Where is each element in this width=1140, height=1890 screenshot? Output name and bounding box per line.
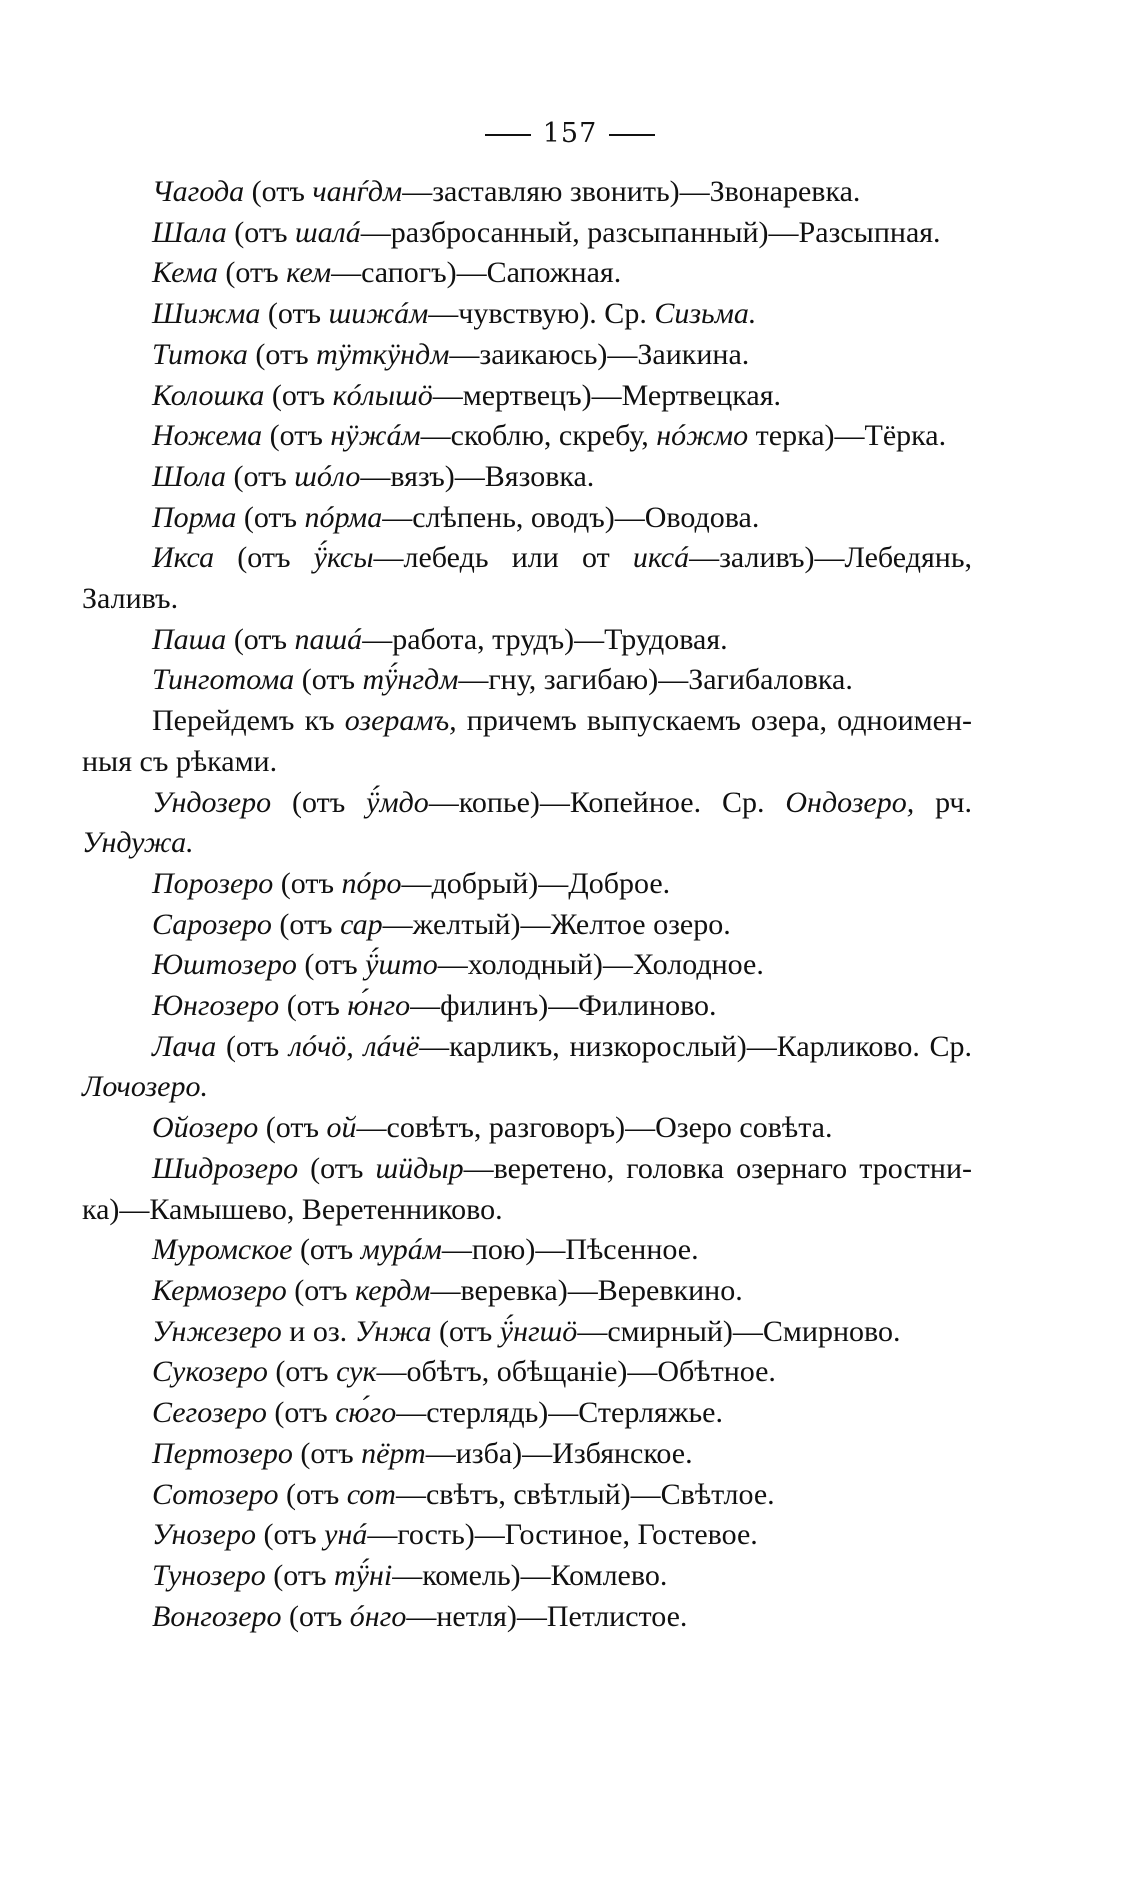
- headword: Кермозеро: [152, 1273, 287, 1307]
- page-number-text: 157: [542, 118, 598, 149]
- headword: Чагода: [152, 175, 245, 208]
- etymon: сук: [336, 1355, 377, 1389]
- entry-line: [82, 1434, 972, 1475]
- entry-line: [82, 864, 972, 905]
- gloss: ка)—Камышево, Веретенниково.: [82, 1192, 503, 1226]
- gloss: —обѣтъ, обѣщаніе)—Обѣтное.: [376, 1355, 776, 1389]
- entry-line: [82, 335, 972, 376]
- entry-line: [82, 1027, 972, 1068]
- etymon: шóло: [294, 459, 361, 493]
- text-span: (отъ: [233, 459, 295, 493]
- entry-line: [82, 1515, 972, 1556]
- headword: Сарозеро: [152, 907, 272, 941]
- text-span: (отъ: [243, 500, 305, 534]
- headword: Ножема: [152, 419, 263, 453]
- gloss: —свѣтъ, свѣтлый)—Свѣтлое.: [395, 1477, 775, 1511]
- etymon: пóро: [341, 866, 402, 900]
- gloss: —работа, трудъ)—Трудовая.: [362, 622, 728, 656]
- etymon: тӱ́ні: [334, 1558, 393, 1592]
- cross-reference: Лочозеро.: [82, 1070, 208, 1104]
- entry-line: [82, 660, 972, 701]
- text-span: (отъ: [286, 1477, 347, 1511]
- entry-line: [82, 1271, 972, 1312]
- headword: Кема: [152, 256, 218, 290]
- text-span: (отъ: [237, 541, 314, 575]
- text-span: (отъ: [263, 1518, 325, 1552]
- entry-line: [82, 1230, 972, 1271]
- emphasis: озерамъ,: [344, 704, 457, 738]
- continuation-line: [82, 823, 972, 864]
- gloss: —заставляю звонить)—Звонаревка.: [402, 175, 861, 208]
- entry-line: [82, 945, 972, 986]
- etymon: сю́го: [335, 1396, 397, 1430]
- text-span: (отъ: [299, 1233, 361, 1267]
- gloss: —веревка)—Веревкино.: [430, 1273, 743, 1307]
- headword: Сотозеро: [152, 1477, 279, 1511]
- cross-reference: Ондозеро,: [785, 785, 915, 819]
- gloss: —гну, загибаю)—Загибаловка.: [458, 663, 853, 697]
- etymon: ӱ́што: [365, 948, 438, 982]
- text-span: (отъ: [225, 1029, 289, 1063]
- headword: Колошка: [152, 378, 265, 412]
- headword: Шижма: [152, 297, 261, 331]
- etymon: ӱ́нгшӧ: [499, 1314, 578, 1348]
- etymon: тӱткӱндм: [316, 337, 450, 371]
- etymon: шижáм: [328, 297, 429, 331]
- entry-line: [82, 498, 972, 539]
- etymon: óнго: [349, 1599, 407, 1633]
- text-span: (отъ: [234, 215, 295, 249]
- gloss: —стерлядь)—Стерляжье.: [396, 1396, 723, 1430]
- headword: Вонгозеро: [152, 1599, 282, 1633]
- text-span: (отъ: [225, 256, 287, 290]
- text-span: (отъ: [439, 1314, 500, 1348]
- gloss: —заливъ)—Лебедянь,: [689, 541, 972, 575]
- text-span: (отъ: [279, 907, 341, 941]
- text-span: (отъ: [286, 989, 348, 1023]
- headword: Лача: [152, 1029, 217, 1063]
- entry-line: [82, 1556, 972, 1597]
- entry-line: [82, 213, 972, 254]
- headword: Сегозеро: [152, 1396, 267, 1430]
- etymon: сар: [340, 907, 383, 941]
- gloss: —сапогъ)—Сапожная.: [331, 256, 622, 290]
- etymon: ӱ́мдо: [366, 785, 429, 819]
- entry-line: [82, 538, 972, 579]
- text-span: (отъ: [280, 866, 342, 900]
- headword: Муромское: [152, 1233, 293, 1267]
- text-span: (отъ: [273, 1558, 335, 1592]
- gloss: терка)—Тёрка.: [755, 419, 947, 453]
- text-span: (отъ: [255, 337, 317, 371]
- etymon: кóлышӧ: [332, 378, 433, 412]
- entry-line: [82, 1149, 972, 1190]
- gloss: —холодный)—Холодное.: [437, 948, 764, 982]
- headword: Унжезеро: [152, 1314, 282, 1348]
- headword: Шидрозеро: [152, 1151, 299, 1185]
- headword: Тунозеро: [152, 1558, 266, 1592]
- entry-line: [82, 1475, 972, 1516]
- headword: Шола: [152, 459, 226, 493]
- headword: Икса: [152, 541, 215, 575]
- gloss: —добрый)—Доброе.: [401, 866, 671, 900]
- etymon: унá: [324, 1518, 368, 1552]
- continuation-line: [82, 1190, 972, 1231]
- gloss: —чувствую). Ср.: [428, 297, 647, 331]
- gloss: рч.: [935, 785, 972, 819]
- text-span: Перейдемъ къ: [152, 704, 335, 738]
- gloss: —копье)—Копейное. Ср.: [428, 785, 765, 819]
- headword: Пертозеро: [152, 1436, 293, 1470]
- headword: Порозеро: [152, 866, 274, 900]
- etymon: чанѓдм: [312, 175, 403, 208]
- entry-line: [82, 905, 972, 946]
- entry-line: [82, 1393, 972, 1434]
- text-span: (отъ: [267, 297, 329, 331]
- headword: Сукозеро: [152, 1355, 268, 1389]
- etymon: шӥдыр: [375, 1151, 464, 1185]
- etymon: мурáм: [360, 1233, 442, 1267]
- etymon: пёрт: [361, 1436, 426, 1470]
- entry-line: [82, 253, 972, 294]
- entry-line: [82, 294, 972, 335]
- gloss: —вязъ)—Вязовка.: [360, 459, 595, 493]
- etymon: ю́нго: [347, 989, 411, 1023]
- headword: Порма: [152, 500, 237, 534]
- entry-line: [82, 620, 972, 661]
- text-span: (отъ: [233, 622, 295, 656]
- gloss: —гость)—Гостиное, Гостевое.: [367, 1518, 758, 1552]
- headword: Унжа: [354, 1314, 432, 1348]
- etymon: нӱжáм: [330, 419, 421, 453]
- headword: Юнгозеро: [152, 989, 280, 1023]
- entry-line: [82, 376, 972, 417]
- headword: Юштозеро: [152, 948, 297, 982]
- entry-line: [82, 172, 972, 213]
- etymon: кердм: [354, 1273, 431, 1307]
- text-span: (отъ: [310, 1151, 376, 1185]
- continuation-line: [82, 579, 972, 620]
- cross-reference: Ундужа.: [82, 826, 194, 860]
- cross-reference: Сизьма.: [654, 297, 757, 331]
- text-span: (отъ: [251, 175, 313, 208]
- entry-line: [82, 416, 972, 457]
- etymon: пóрма: [304, 500, 383, 534]
- continuation-line: [82, 1067, 972, 1108]
- gloss: —совѣтъ, разговоръ)—Озеро совѣта.: [356, 1111, 833, 1145]
- right-rule: [609, 134, 655, 136]
- gloss: —мертвецъ)—Мертвецкая.: [432, 378, 781, 412]
- headword: Тинготома: [152, 663, 295, 697]
- left-rule: [485, 134, 531, 136]
- text-span: (отъ: [300, 1436, 362, 1470]
- body-text: [82, 172, 972, 1637]
- etymon: ой: [326, 1111, 357, 1145]
- etymon: пашá: [294, 622, 363, 656]
- gloss: —лебедь или от: [373, 541, 610, 575]
- headword: Ундозеро: [152, 785, 272, 819]
- gloss: —изба)—Избянское.: [425, 1436, 693, 1470]
- gloss: Заливъ.: [82, 582, 179, 616]
- text-span: и оз.: [289, 1314, 348, 1348]
- text-span: ныя съ рѣками.: [82, 744, 278, 778]
- paragraph-line: [82, 701, 972, 742]
- text-span: (отъ: [289, 1599, 350, 1633]
- gloss: —скоблю, скребу,: [420, 419, 649, 453]
- headword: Унозеро: [152, 1518, 256, 1552]
- entry-line: [82, 1352, 972, 1393]
- paragraph-line: [82, 742, 972, 783]
- entry-line: [82, 457, 972, 498]
- etymon: нóжмо: [656, 419, 749, 453]
- text-span: (отъ: [271, 378, 333, 412]
- gloss: —веретено, головка озернаго тростни-: [463, 1151, 973, 1185]
- etymon: шалá: [294, 215, 361, 249]
- etymon: сот: [346, 1477, 396, 1511]
- text-span: (отъ: [294, 1273, 355, 1307]
- gloss: —филинъ)—Филиново.: [410, 989, 717, 1023]
- gloss: —пою)—Пѣсенное.: [441, 1233, 699, 1267]
- text-span: (отъ: [304, 948, 366, 982]
- gloss: —слѣпень, оводъ)—Оводова.: [382, 500, 760, 534]
- text-span: причемъ выпускаемъ озера, одноимен-: [466, 704, 972, 738]
- page-number: [0, 118, 1140, 149]
- entry-line: [82, 986, 972, 1027]
- text-span: (отъ: [274, 1396, 336, 1430]
- gloss: —комель)—Комлево.: [392, 1558, 668, 1592]
- text-span: (отъ: [269, 419, 331, 453]
- gloss: —разбросанный, разсыпанный)—Разсыпная.: [360, 215, 941, 249]
- text-span: (отъ: [265, 1111, 327, 1145]
- gloss: —карликъ, низкорослый)—Карликово. Ср.: [419, 1029, 973, 1063]
- entry-line: [82, 1312, 972, 1353]
- etymon: ӱ́ксы: [313, 541, 374, 575]
- entry-line: [82, 1108, 972, 1149]
- etymon: тӱ́нгдм: [362, 663, 459, 697]
- gloss: —нетля)—Петлистое.: [406, 1599, 688, 1633]
- text-span: (отъ: [301, 663, 363, 697]
- text-span: (отъ: [292, 785, 367, 819]
- gloss: —желтый)—Желтое озеро.: [382, 907, 731, 941]
- etymon: иксá: [632, 541, 690, 575]
- gloss: —заикаюсь)—Заикина.: [449, 337, 750, 371]
- gloss: —смирный)—Смирново.: [577, 1314, 901, 1348]
- headword: Ойозеро: [152, 1111, 259, 1145]
- entry-line: [82, 783, 972, 824]
- etymon: кем: [286, 256, 332, 290]
- headword: Титока: [152, 337, 248, 371]
- headword: Паша: [152, 622, 227, 656]
- headword: Шала: [152, 215, 227, 249]
- etymon: лóчӧ, лáчё: [288, 1029, 420, 1063]
- text-span: (отъ: [275, 1355, 337, 1389]
- entry-line: [82, 1597, 972, 1638]
